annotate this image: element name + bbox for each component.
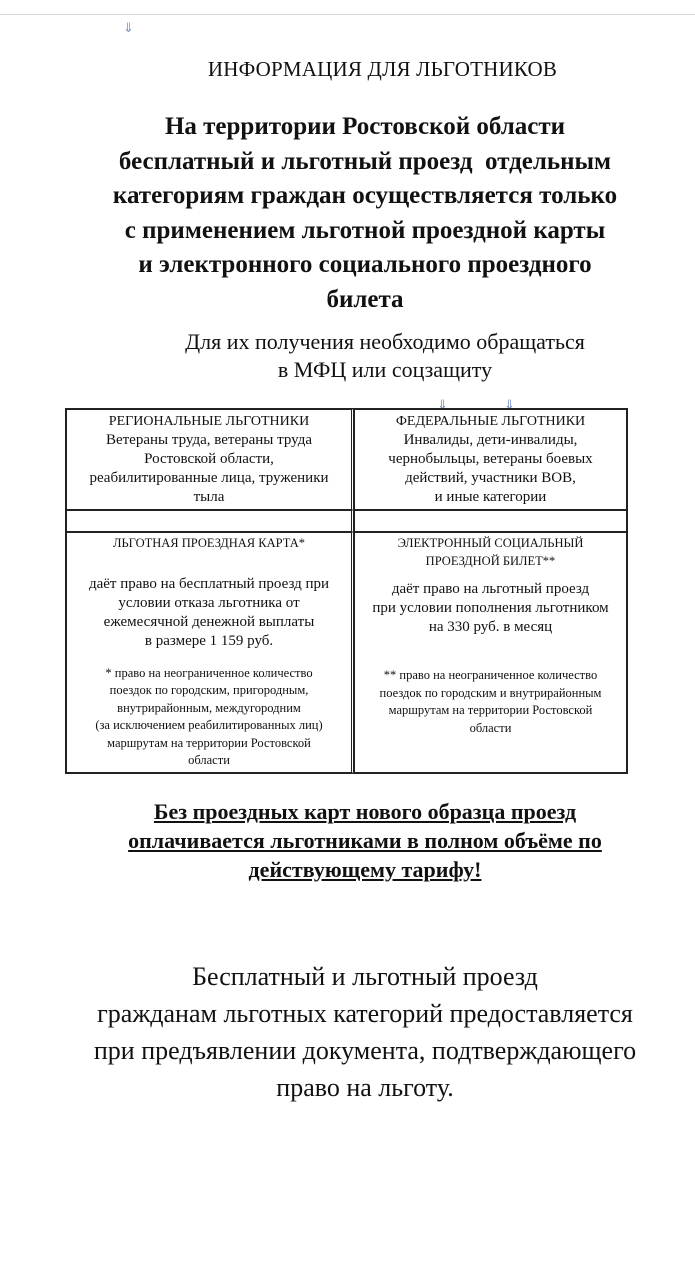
benefit-card-cell: ЛЬГОТНАЯ ПРОЕЗДНАЯ КАРТА* даёт право на бесплатный проезд при условии отказа льготника от ежемесячной денежной выплаты в размере 1 159 руб. * право на неограниченное количество поездок по городским, пригородным, внутрирайонным, междугородним (за исключением реабилитированных лиц) маршрутам на территории Ростовской области — [66, 532, 354, 773]
benefit-card-note: * право на неограниченное количество поездок по городским, пригородным, внутрирайонным, междугородним (за исключением реабилитированных лиц) маршрутам на территории Ростовской области — [95, 665, 323, 767]
federal-title: ФЕДЕРАЛЬНЫЕ ЛЬГОТНИКИ — [395, 414, 586, 429]
social-ticket-note: ** право на неограниченное количество поездок по городским и внутрирайонным маршрутам на территории Ростовской области — [379, 668, 602, 735]
warning-notice: Без проездных карт нового образца проезд оплачивается льготниками в полном объёме по действующему тарифу! — [128, 799, 602, 882]
benefits-table — [65, 408, 628, 774]
contact-instructions: Для их получения необходимо обращаться в МФЦ или соцзащиту — [185, 329, 585, 382]
social-ticket-cell: ЭЛЕКТРОННЫЙ СОЦИАЛЬНЫЙ ПРОЕЗДНОЙ БИЛЕТ** даёт право на льготный проезд при условии пополнения льготником на 330 руб. в месяц ** право на неограниченное количество поездок по городским и внутрирайонным маршрутам на территории Ростовской области — [354, 532, 627, 773]
main-statement: На территории Ростовской области бесплатный и льготный проезд отдельным категориям граждан осуществляется только с применением льготной проездной карты и электронного социального проездного билета — [112, 113, 618, 313]
document-requirement-text: Бесплатный и льготный проезд гражданам льготных категорий предоставляется при предъявлении документа, подтверждающего право на льготу. — [93, 962, 637, 1102]
regional-beneficiaries-cell: РЕГИОНАЛЬНЫЕ ЛЬГОТНИКИ Ветераны труда, ветераны труда Ростовской области, реабилитированные лица, труженики тыла — [66, 409, 354, 510]
document-heading: ИНФОРМАЦИЯ ДЛЯ ЛЬГОТНИКОВ — [207, 57, 558, 81]
tab-stop-marker-icon: ⇓ — [437, 398, 448, 413]
table-spacer-row — [66, 510, 627, 532]
page-top-border — [0, 14, 695, 15]
benefit-card-title: ЛЬГОТНАЯ ПРОЕЗДНАЯ КАРТА* — [113, 536, 305, 550]
tab-stop-marker-icon: ⇓ — [504, 398, 515, 413]
regional-title: РЕГИОНАЛЬНЫЕ ЛЬГОТНИКИ — [108, 414, 310, 429]
table-row — [66, 409, 627, 510]
federal-beneficiaries-cell: ФЕДЕРАЛЬНЫЕ ЛЬГОТНИКИ Инвалиды, дети-инвалиды, чернобыльцы, ветераны боевых действий, участники ВОВ, и иные категории — [354, 409, 627, 510]
social-ticket-title: ЭЛЕКТРОННЫЙ СОЦИАЛЬНЫЙ ПРОЕЗДНОЙ БИЛЕТ** — [397, 536, 584, 568]
table-row — [66, 532, 627, 773]
tab-stop-marker-icon: ⇓ — [123, 21, 134, 36]
